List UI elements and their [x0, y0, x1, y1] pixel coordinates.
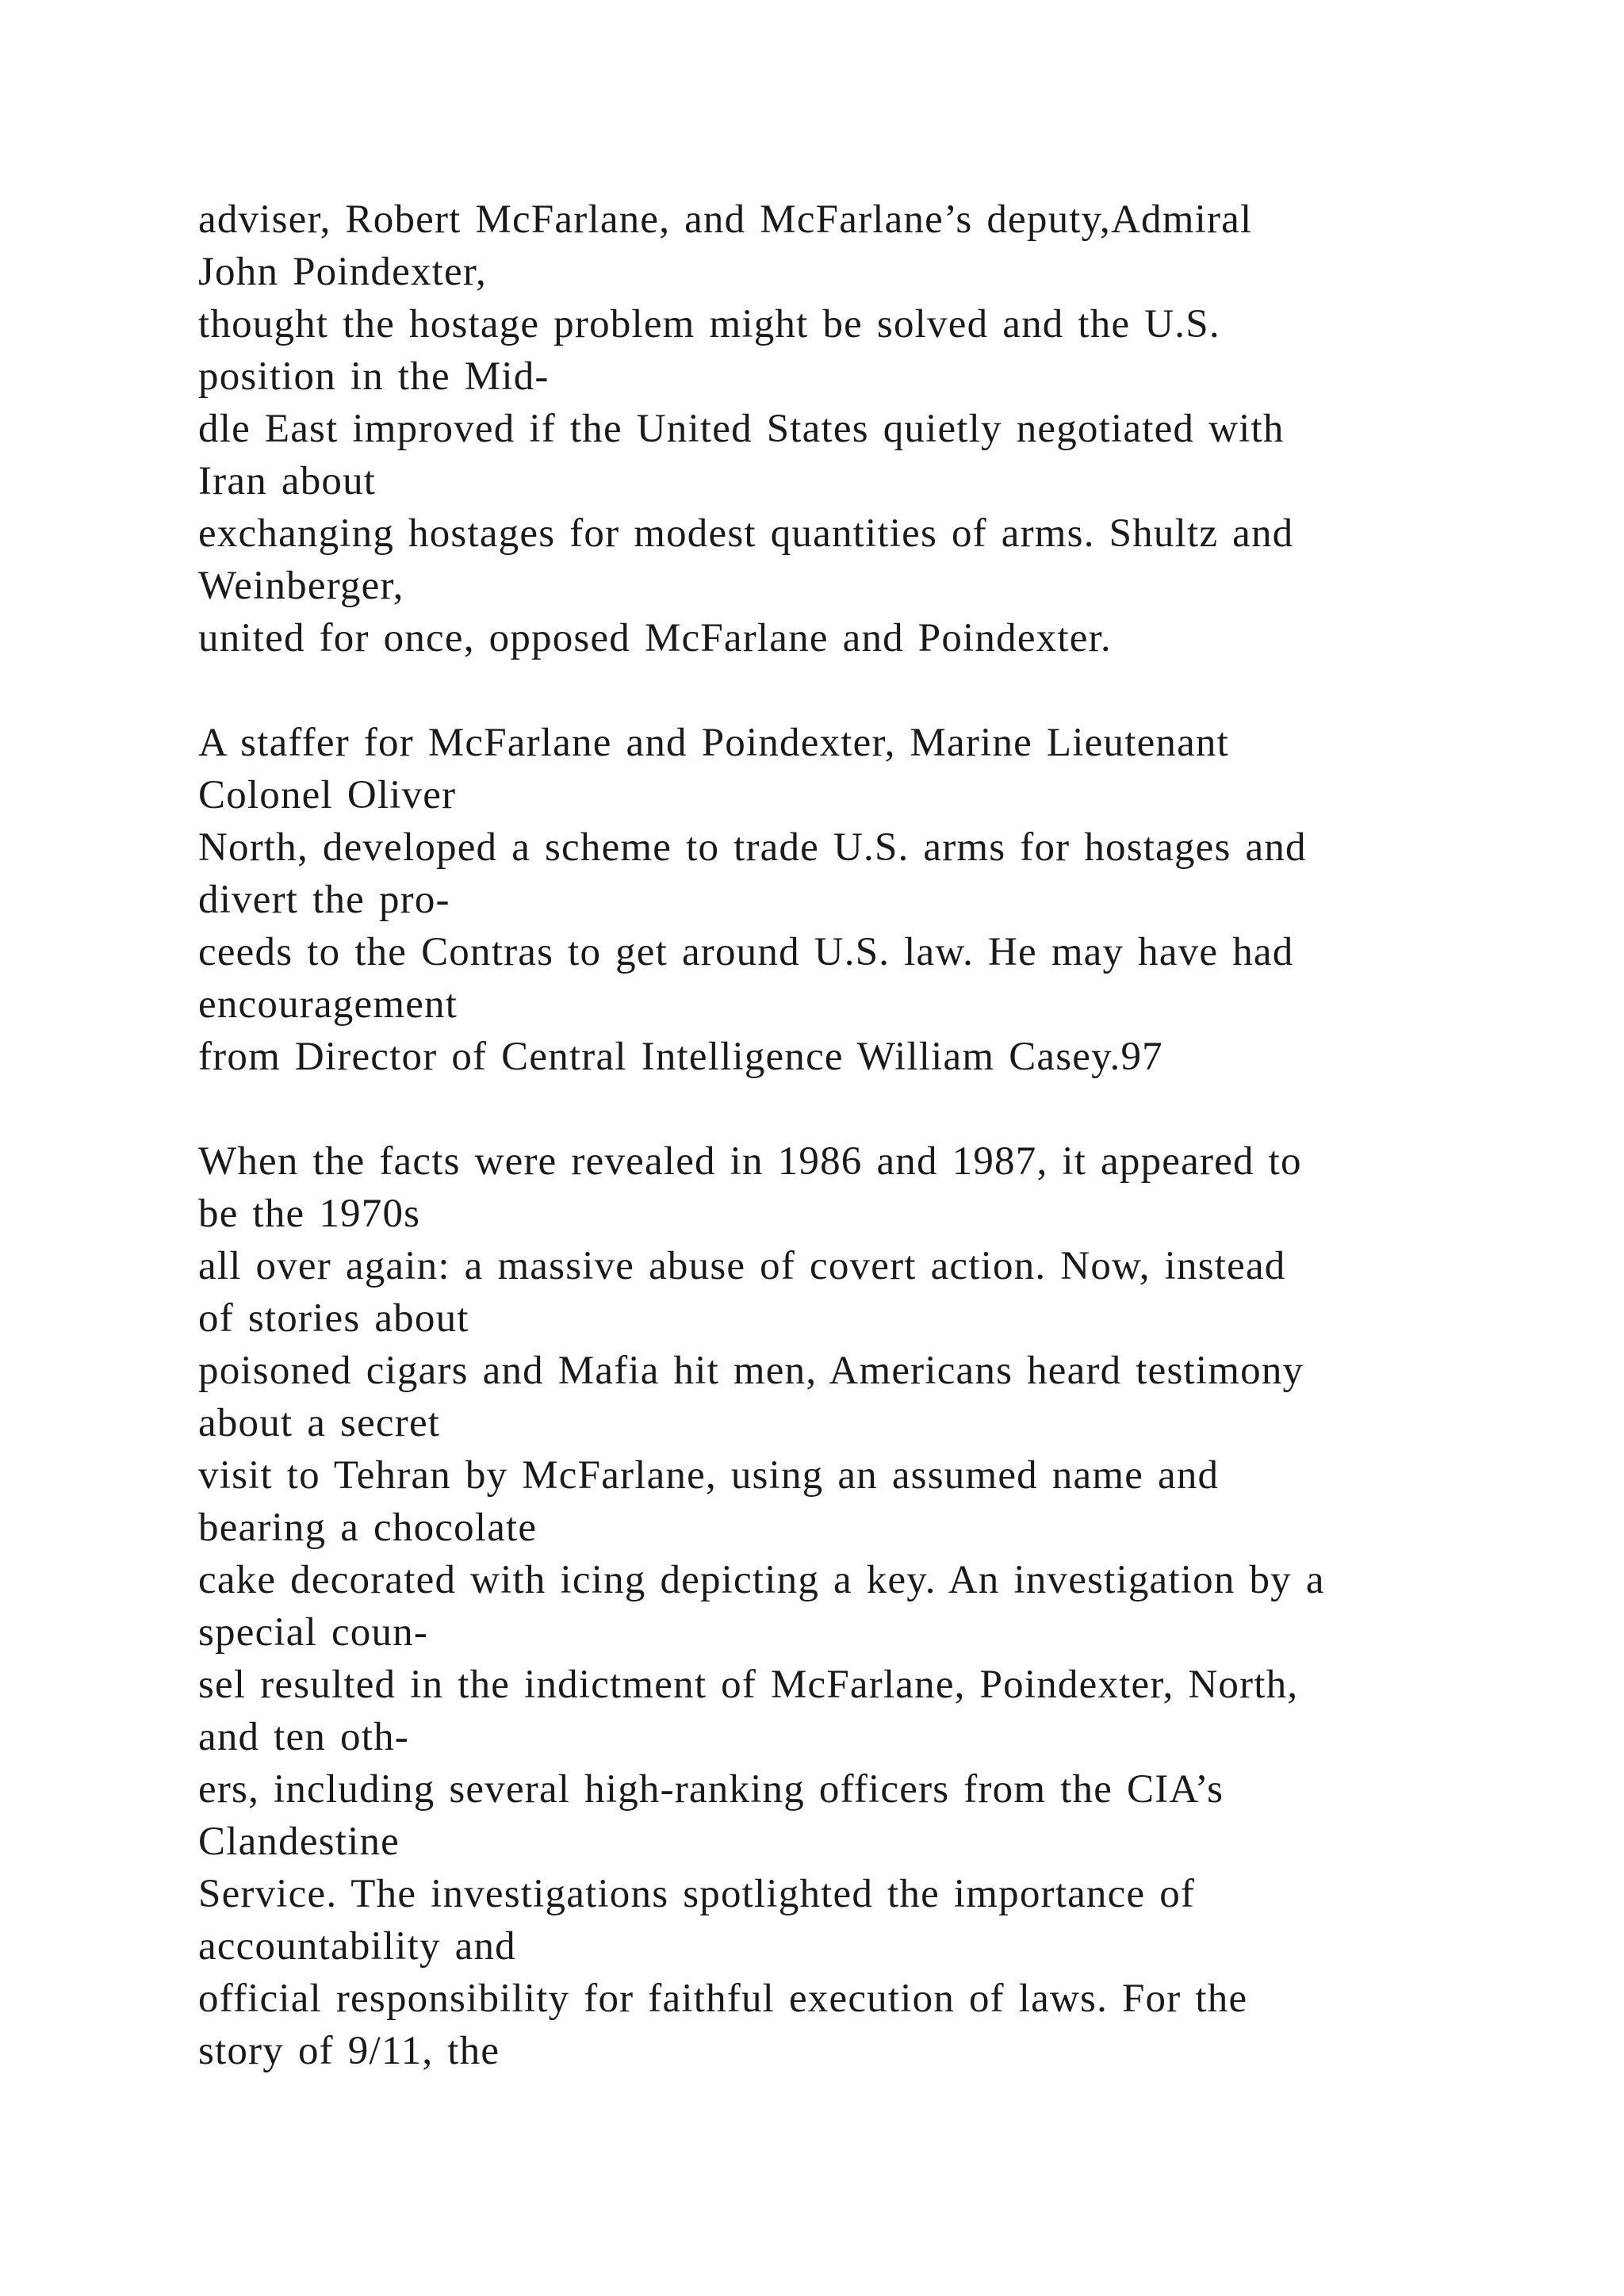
- text-line: exchanging hostages for modest quantities of arms. Shultz and: [198, 511, 1294, 556]
- text-line: Service. The investigations spotlighted the importance of: [198, 1872, 1196, 1916]
- text-line: ers, including several high-ranking officers from the CIA’s: [198, 1767, 1224, 1812]
- text-line: adviser, Robert McFarlane, and McFarlane’s deputy,Admiral: [198, 197, 1253, 242]
- text-line: When the facts were revealed in 1986 and 1987, it appeared to: [198, 1139, 1302, 1184]
- text-line: special coun-: [198, 1610, 429, 1655]
- body-text: [198, 193, 1483, 2130]
- text-line: be the 1970s: [198, 1192, 421, 1236]
- text-line: Colonel Oliver: [198, 773, 457, 817]
- text-line: bearing a chocolate: [198, 1506, 538, 1550]
- text-line: united for once, opposed McFarlane and Poindexter.: [198, 616, 1112, 660]
- paragraph-1: [198, 193, 1483, 664]
- text-line: John Poindexter,: [198, 250, 487, 294]
- text-line: Weinberger,: [198, 564, 404, 608]
- text-line: and ten oth-: [198, 1715, 409, 1759]
- text-line: ceeds to the Contras to get around U.S. law. He may have had: [198, 930, 1294, 974]
- text-line: accountability and: [198, 1924, 516, 1969]
- text-line: encouragement: [198, 982, 458, 1027]
- text-line: position in the Mid-: [198, 354, 550, 399]
- paragraph-3: [198, 1135, 1483, 2077]
- text-line: visit to Tehran by McFarlane, using an assumed name and: [198, 1453, 1220, 1498]
- paragraph-2: [198, 717, 1483, 1083]
- text-line: thought the hostage problem might be solved and the U.S.: [198, 302, 1220, 346]
- text-line: story of 9/11, the: [198, 2029, 500, 2073]
- text-line: from Director of Central Intelligence William Casey.97: [198, 1035, 1163, 1079]
- text-line: North, developed a scheme to trade U.S. arms for hostages and: [198, 825, 1307, 870]
- text-line: divert the pro-: [198, 878, 450, 922]
- text-line: about a secret: [198, 1401, 441, 1445]
- text-line: cake decorated with icing depicting a key. An investigation by a: [198, 1558, 1325, 1602]
- text-line: all over again: a massive abuse of covert action. Now, instead: [198, 1244, 1286, 1288]
- text-line: official responsibility for faithful execution of laws. For the: [198, 1976, 1248, 2021]
- text-line: dle East improved if the United States quietly negotiated with: [198, 407, 1285, 451]
- text-line: poisoned cigars and Mafia hit men, Americans heard testimony: [198, 1349, 1304, 1393]
- text-line: Iran about: [198, 459, 377, 503]
- text-line: of stories about: [198, 1296, 469, 1341]
- text-line: Clandestine: [198, 1820, 400, 1864]
- text-line: sel resulted in the indictment of McFarlane, Poindexter, North,: [198, 1663, 1299, 1707]
- text-line: A staffer for McFarlane and Poindexter, Marine Lieutenant: [198, 721, 1230, 765]
